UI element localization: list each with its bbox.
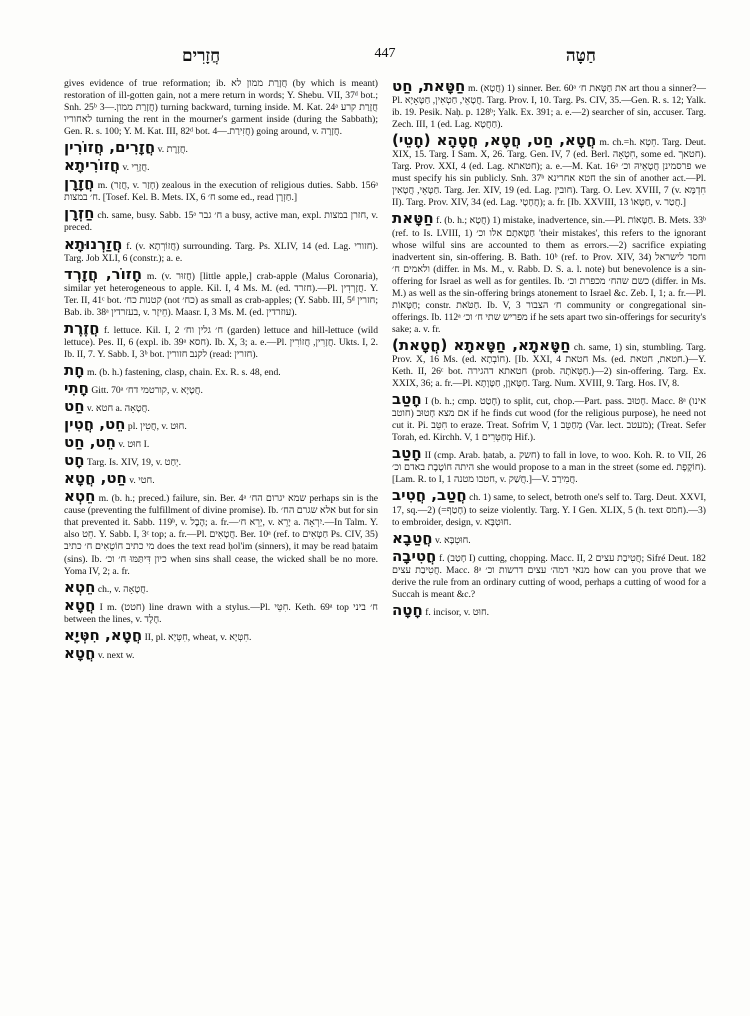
entry-definition: v. חוּט I. <box>118 439 150 451</box>
entry-headword: חֵטְא <box>64 487 96 506</box>
entry-headword: חֲטִיבָה <box>392 546 437 565</box>
entry-headword: חַזְרָן <box>64 204 95 223</box>
dictionary-entry <box>64 488 378 577</box>
dictionary-entry <box>392 337 706 390</box>
entry-definition: f. incisor, v. חוּט. <box>425 606 490 618</box>
entry-headword: חַטָּאת, חַט <box>392 77 466 95</box>
columns <box>64 78 706 663</box>
dictionary-entry <box>64 320 378 361</box>
entry-definition: v. חֲזֶרֶת. <box>157 144 188 156</box>
entry-headword: חַטָּאתָא, חַטָּאתָא (חֲטָאת) <box>392 335 571 354</box>
dictionary-entry <box>392 487 706 528</box>
dictionary-entry <box>392 210 706 335</box>
dictionary-entry <box>64 157 378 174</box>
entry-headword: חָטַב <box>392 390 422 409</box>
entry-headword: חֲטָא, חִטְּיָא <box>64 625 143 644</box>
entry-headword: חֵט, חַט <box>64 433 116 452</box>
entry-headword: חֵטְא <box>64 577 96 596</box>
entry-headword: חֲטָא, חַט, חֲטָא, חֲטָהָא (חָטֵי) <box>392 131 597 150</box>
entry-definition: f. (חָטַב I) cutting, chopping. Macc. II, 2 חֲטִיבַת עצים; Sifré Deut. 182 חֲטִיבַת עצים. Macc. 8ᵃ מנאי דמה׳ עצים דרשות וכ׳ how can you prove that we derive the rule from an ordinary cutting of wood, perhaps a cutting of wood for a Succah is meant &c.? <box>392 552 706 600</box>
dictionary-entry <box>64 362 378 379</box>
dictionary-entry <box>64 627 378 644</box>
entry-definition: I (b. h.; cmp. חָטַט) to split, cut, chop.—Part. pass. חָטוּב. Macc. 8ᵃ (אינו חוטב) אם מצא חָטוּב if he finds cut wood (for the religious purpose), he need not cut it. Pi. חִטֵּב to eraze. Treat. Sofrim V, 1 מְחַטֵּב (Var. lect. מעטב); (Treat. Sefer Torah, ed. Kirchh. V, 1 מְחַטְּרִים Hif.). <box>392 396 707 444</box>
right-column <box>392 78 706 663</box>
entry-headword: חֲטָא <box>64 595 96 614</box>
dictionary-entry <box>64 597 378 626</box>
dictionary-entry <box>64 139 378 156</box>
right-running-headword: חַטָּה <box>565 46 596 65</box>
dictionary-entry <box>64 452 378 469</box>
entry-headword: חָתִי <box>64 378 89 397</box>
left-running-headword: חֲזָרִים <box>182 46 221 65</box>
dictionary-entry <box>64 579 378 596</box>
entry-definition: f. (b. h.; חֲטָא) 1) mistake, inadvertence, sin.—Pl. חַטָּאוֹת. B. Mets. 33ᵇ (ref. to Is. LVIII, 1) חַטָּאתָם אלו וכ׳ 'their mistakes', this refers to the ignorant whose wilful sins are accounted to them as errors.—2) sacrifice expiating inadvertent sin, sin-offering. B. Bath. 10ᵇ (ref. to Prov. XIV, 34) וחסד לישראל ולאמים ח׳ (differ. in Ms. M., v. Rabb. D. S. a. l. note) but benevolence is a sin-offering for Israel as well as for gentiles. Ib. כשם שהח׳ מכפרת וכ׳ (differ. in Ms. M.) as well as the sin-offering brings atonement to Israel &c. Zeb. I, 1; a. fr.—Pl. חַטָּאוֹת; constr. חַטֹּאת. Ib. V, 3 ח׳ הצבור community or congregational sin-offerings. Ib. 112ᵃ מפריש שתי ח׳ וכ׳ if he sets apart two sin-offerings for security's sake; a. v. fr. <box>392 215 706 335</box>
entry-headword: חֲזַרְנוּתָא <box>64 234 123 253</box>
entry-headword: חֲטַבָא <box>392 528 433 547</box>
entry-headword: חָט <box>64 451 85 470</box>
entry-headword: חָזוֹר, חֲזָרְד <box>64 264 143 283</box>
entry-definition: ch. same, 1) sin, stumbling. Targ. Prov. X, 16 Ms. (ed. חוֹבְתָא). [Ib. XXI, 4 חטאת Ms. (ed. חטאת, חטאת.)—Y. Keth. II, 26ᶜ bot. חטאתא דהגירה (prob. חַטְּאֹתָה.)—2) sin-offering. Targ. Ex. XXIX, 36; a. fr.—Pl. חַטָּאוָן, חַטָּוָתָא. Targ. Num. XVIII, 9. Targ. Hos. IV, 8. <box>392 341 706 390</box>
entry-definition: I m. (חטט) line drawn with a stylus.—Pl. חִטֵּי. Keth. 69ᵃ top ח׳ ביני between the lines, v. חֶלֶד. <box>64 601 378 625</box>
entry-headword: חֲזוֹרִיתָא <box>64 156 121 175</box>
dictionary-entry <box>64 470 378 487</box>
entry-headword: חַטָּאת <box>392 209 434 228</box>
dictionary-entry <box>64 205 378 234</box>
entry-definition: m. (חֲזַר, v. חָזַר) zealous in the execution of religious duties. Sabb. 156ᵃ ח׳ במצות. [Tosef. Kel. B. Mets. IX, 6 ח׳ some ed., read חַזְרָן.] <box>64 180 378 204</box>
dictionary-entry <box>392 602 706 619</box>
entry-headword: חָטָה <box>392 600 423 619</box>
entry-definition: m. ch.=h. חֵטְא. Targ. Deut. XIX, 15. Targ. I Sam. X, 26. Targ. Gen. IV, 7 (ed. Berl. חִטְאָה, some ed. חטאך). Targ. Prov. XXI, 4 (ed. Lag. חטאתא); a. e.—M. Kat. 16ᵃ פרסמינן חֲטָאֵיהּ וכ׳ we must specify his sin publicly. Snh. 37ᵇ חטא אחרינא the sin of another act.—Pl. חַטָּאֵי, חֲטָאִין. Targ. Jer. XIV, 19 (ed. Lag. חובין). Targ. O. Lev. XVIII, 7 (v. חִדְמָּא II). Targ. Prov. XIV, 34 (ed. Lag. חֲחָטָי); a. fr. [Ib. XXVIII, 13 חַטָּאוֹ, v. חֲטַר.] <box>392 137 707 209</box>
entry-definition: Targ. Is. XIV, 19, v. יְחַט. <box>86 457 182 469</box>
entry-definition: m. (b. h.) fastening, clasp, chain. Ex. R. s. 48, end. <box>86 366 281 378</box>
entry-headword: חָת <box>64 360 85 379</box>
entry-definition: gives evidence of true reformation; ib. חֲזָרַת ממון לא (by which is meant) restoration of ill-gotten gain, not a mere return in words; Y. Shebu. VII, 37ᵈ bot.; Snh. 25ᵇ חֲזָרַת ממון.—3) turning backward, turning inside. M. Kat. 24ᵃ חֲזָרַת קרע לאחוריו turning the rent in the mourner's garment inside (during the Sabbath); Gen. R. s. 100; Y. M. Kat. III, 82ᵈ bot. חֲזִירַת.—4) going around, v. חֲזָרָה. <box>64 78 378 138</box>
entry-definition: f. lettuce. Kil. I, 2 ח׳ גלין וח׳ (garden) lettuce and hill-lettuce (wild lettuce). Pes. II, 6 (expl. ib. 39ᵃ חסא). Ib. X, 3; a. e.—Pl. חֲזָרִין, חֲזוֹרִין. Ukts. I, 2. Ib. II, 7. Y. Sabb. I, 3ᵇ bot. לקנב חזורין (read: חזרין). <box>64 324 378 360</box>
entry-headword: חֵט, חֲטִין <box>64 415 126 434</box>
dictionary-entry <box>392 78 706 131</box>
entry-definition: ch. 1) same, to select, betroth one's self to. Targ. Deut. XXVI, 17, sq.—2) (=חָטַף) to seize violently. Targ. Y. I Gen. XLIX, 5 (h. text חמס).—3) to embroider, design, v. חוּטְבָּא. <box>392 492 706 528</box>
dictionary-entry <box>64 434 378 451</box>
page-number: 447 <box>374 46 396 61</box>
dictionary-entry <box>392 391 706 444</box>
entry-definition: m. (b. h.; preced.) failure, sin. Ber. 4ᵃ שמא יגרום הח׳ perhaps sin is the cause (preventing the fulfillment of divine promise). Ib. אלא שגרם הח׳ but for sin that prevented it. Sabb. 119ᵇ, v. הֶבֶל; a. fr.—יְרֵא ח׳, v. יָרֵא a. יִרְאָה.—In Talm. Y. also חֵט. Y. Sabb. I, 3ᶜ top; a. fr.—Pl. חֲטָאִים. Ber. 10ᵃ (ref. to חַטָּאִים Ps. CIV, 35) מי כתיב חוֹטְאִים ח׳ כתיב does the text read ḥol'im (sinners), it may be read ḥataim (sins). Ib. כיון דִּיתַּמּוּ ח׳ וכ׳ when sins shall cease, the wicked shall be no more. Yoma IV, 2; a. fr. <box>64 493 379 577</box>
entry-headword: חֲזָרִים, חֲזוֹרִין <box>64 138 156 157</box>
dictionary-entry <box>64 266 378 319</box>
entry-definition: v. חטי. <box>129 475 155 487</box>
entry-headword: חַט, חֲטָא <box>64 469 127 488</box>
entry-headword: חָטַב <box>392 444 422 463</box>
entry-definition: v. חטא a. חֲטָאָה. <box>86 403 150 415</box>
entry-headword: חֲטַב, חֲטִיב <box>392 486 467 505</box>
entry-definition: m. (v. חֲזוּר) [little apple,] crab-apple (Malus Coronaria), similar yet heterogeneous to apple. Kil. I, 4 Ms. M. (ed. חזרד).—Pl. חֲזָרְדִין. Y. Ter. II, 41ᶜ bot. קטנות כח׳ (not כח׳) as small as crab-apples; (Y. Sabb. III, 5ᵈ חזרין; Bab. ib. 38ᵃ בעזרדין, v. חֵיזָר). Maasr. I, 3 Ms. M. (ed. עוזרדין). <box>64 270 379 318</box>
dictionary-entry <box>64 645 378 662</box>
entry-headword: חֲזֶרֶת <box>64 318 100 337</box>
entry-definition: f. (v. חֲזוֹרְתָא) surrounding. Targ. Ps. XLIV, 14 (ed. Lag. חזורי). Targ. Job XLI, 6 (constr.); a. e. <box>64 240 378 264</box>
dictionary-entry <box>64 78 378 138</box>
entry-definition: ch. same, busy. Sabb. 15ᵃ ח׳ גבר a busy, active man, expl. חזרן במצות, v. preced. <box>64 210 378 234</box>
entry-definition: pl. חֲטִין, v. חוּט. <box>127 421 187 433</box>
entry-definition: v. חֲזָרֵי. <box>122 162 150 174</box>
dictionary-entry <box>64 175 378 204</box>
entry-headword: חֲזָרָן <box>64 174 95 193</box>
entry-headword: חֲטָא <box>64 643 96 662</box>
left-column <box>64 78 378 663</box>
entry-definition: II, pl. חִטְּיָא, wheat, v. חִטְּיָא. <box>144 631 252 643</box>
dictionary-entry <box>392 548 706 601</box>
entry-definition: ch., v. חֲטָאָה. <box>97 583 149 595</box>
entry-definition: v. חוּטְבָּא. <box>434 534 471 546</box>
entry-definition: Gitt. 70ᵃ קורטמי דח׳, v. חֲטָיָא. <box>91 384 203 396</box>
dictionary-entry <box>64 416 378 433</box>
dictionary-entry <box>64 398 378 415</box>
entry-headword: חַט <box>64 397 85 416</box>
entry-definition: II (cmp. Arab. ḥatab, a. חשק) to fall in love, to woo. Koh. R. to VII, 26 היתה חוֹטֶבֶת באדם וכ׳ she would propose to a man in the street (some ed. חוֹקֶפֶת). [Lam. R. to I, 1 חטבו מטנה, v. חֲשַׁק.]—V. חֲמִירַב. <box>392 450 706 486</box>
dictionary-entry <box>392 530 706 547</box>
dictionary-entry <box>64 380 378 397</box>
entry-definition: m. (חֲטָא) 1) sinner. Ber. 60ᵃ את חַטָּאת ח׳ art thou a sinner?—Pl. חֲטָאֵי, חַטְאִין, חַטָּאָיָא. Targ. Prov. I, 10. Targ. Ps. CIV, 35.—Gen. R. s. 12; Yalk. ib. 19. Pesik. Naḥ. p. 128ᵇ; Yalk. Ex. 391; a. e.—2) searcher of sin, accuser. Targ. Zech. III, 1 (ed. Lag. חַחֲטָא). <box>392 83 707 131</box>
dictionary-entry <box>392 445 706 486</box>
page-header <box>64 46 706 68</box>
dictionary-entry <box>64 236 378 265</box>
entry-definition: v. next w. <box>97 649 135 661</box>
dictionary-entry <box>392 132 706 209</box>
